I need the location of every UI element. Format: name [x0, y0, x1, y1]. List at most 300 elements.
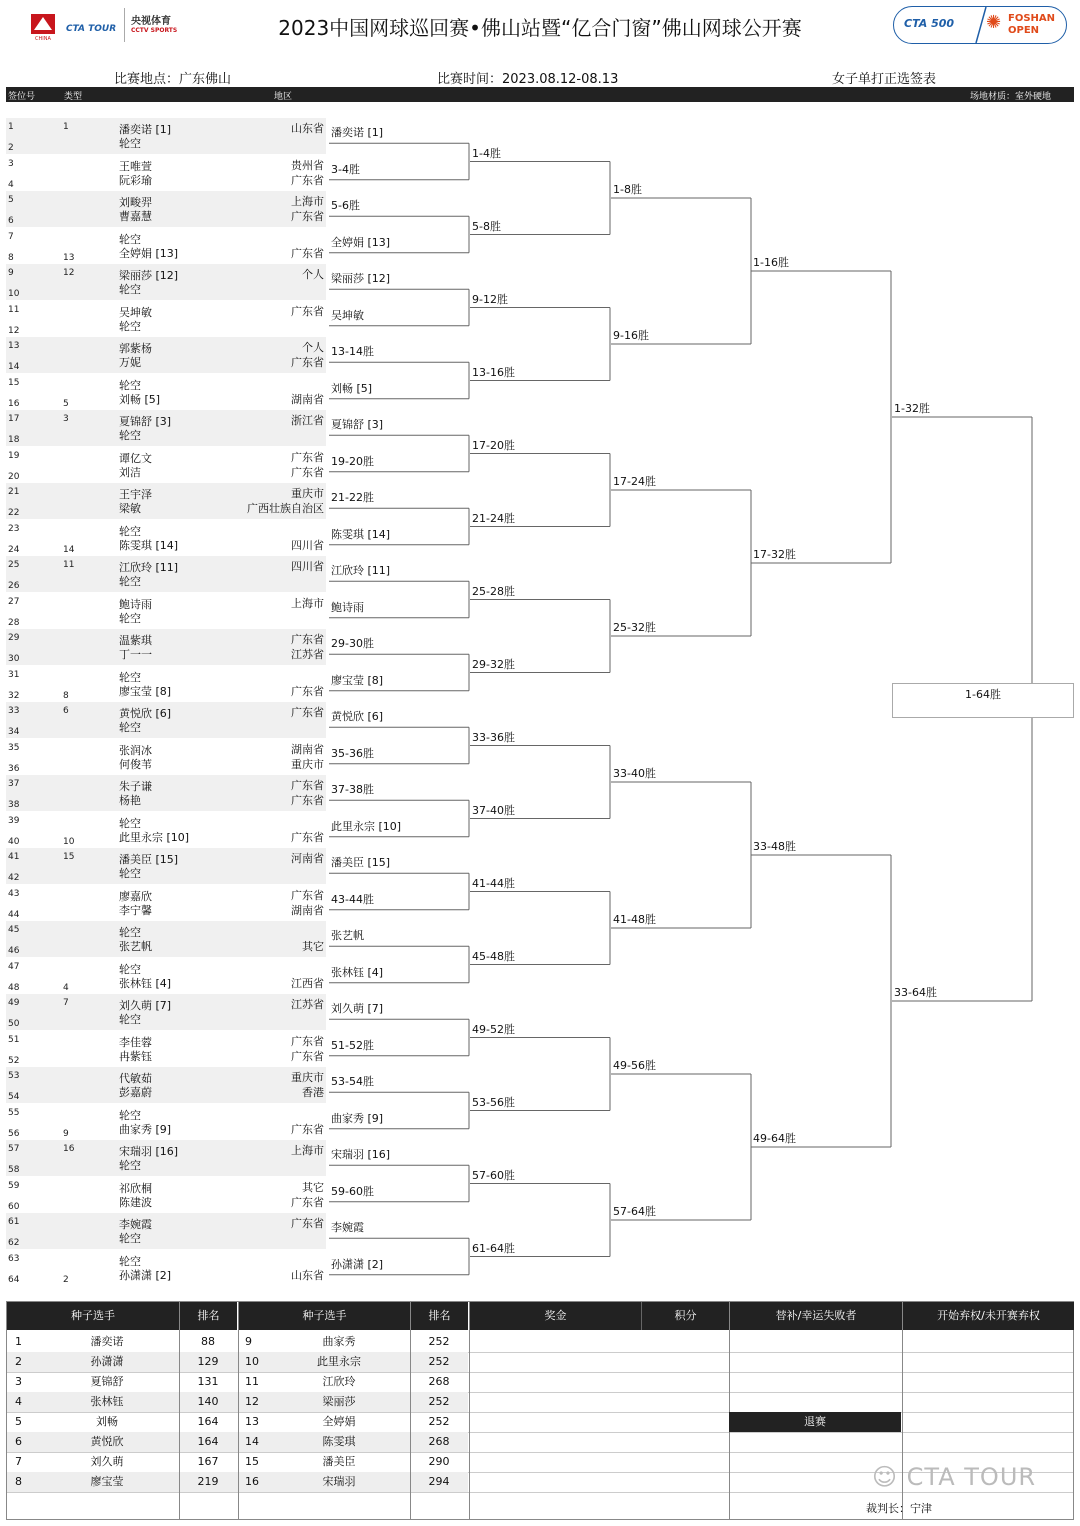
seed-name: 潘奕诺 [90, 1335, 124, 1348]
seed-number: 15 [245, 1455, 259, 1468]
draw-player-region: 广东省 [291, 465, 324, 479]
draw-position: 25 [8, 560, 20, 570]
draw-seed: 7 [63, 998, 69, 1008]
draw-player-region: 江苏省 [291, 648, 324, 662]
watermark-text: CTA TOUR [906, 1463, 1037, 1491]
draw-position: 37 [8, 779, 20, 789]
draw-player-name: 轮空 [119, 1013, 141, 1027]
draw-player-name: 潘美臣 [15] [119, 853, 179, 866]
round-slot-label: 9-16胜 [613, 329, 649, 342]
draw-player-name: 代敏茹 [119, 1072, 152, 1085]
round-slot-label: 江欣玲 [11] [331, 564, 391, 578]
draw-player-region: 其它 [302, 940, 324, 954]
round-slot-label: 33-48胜 [753, 840, 796, 853]
draw-player-name: 朱子谦 [119, 780, 152, 793]
draw-player-name: 孙潇潇 [2] [119, 1268, 172, 1282]
seed-number: 3 [15, 1375, 22, 1388]
draw-position: 42 [8, 873, 20, 884]
seed-rank: 268 [428, 1375, 450, 1388]
round-slot-label: 37-40胜 [472, 803, 515, 817]
draw-player-name: 轮空 [119, 1254, 141, 1268]
seed-rank: 88 [201, 1335, 215, 1348]
draw-player-name: 轮空 [119, 611, 141, 625]
seed-number: 16 [245, 1475, 259, 1488]
draw-row-band [6, 1067, 326, 1103]
draw-position: 36 [8, 763, 20, 774]
draw-player-name: 轮空 [119, 575, 141, 589]
draw-player-name: 轮空 [119, 429, 141, 443]
draw-position: 44 [8, 909, 20, 920]
draw-seed: 13 [63, 252, 75, 263]
draw-position: 29 [8, 633, 20, 643]
round-slot-label: 17-20胜 [472, 438, 515, 452]
draw-position: 21 [8, 487, 20, 497]
draw-position: 10 [8, 289, 20, 300]
draw-position: 49 [8, 998, 20, 1008]
round-slot-label: 21-22胜 [331, 491, 374, 505]
draw-player-name: 刘畅 [5] [119, 392, 161, 406]
draw-position: 52 [8, 1055, 20, 1066]
round-slot-label: 鲍诗雨 [331, 600, 364, 614]
draw-player-region: 广东省 [291, 888, 324, 902]
draw-player-name: 祁欣桐 [119, 1181, 152, 1195]
seed-rank: 294 [428, 1475, 450, 1488]
seed-number: 5 [15, 1415, 22, 1428]
round-slot-label: 53-54胜 [331, 1075, 374, 1089]
draw-seed: 16 [63, 1144, 75, 1154]
draw-player-name: 李宁馨 [119, 903, 152, 917]
draw-player-name: 轮空 [119, 926, 141, 939]
draw-position: 59 [8, 1180, 20, 1191]
round-slot-label: 廖宝莹 [8] [331, 673, 384, 687]
round-slot-label: 曲家秀 [9] [331, 1111, 384, 1125]
seed-number: 7 [15, 1455, 22, 1468]
table-row-divider [7, 1492, 1073, 1493]
round-slot-label: 17-24胜 [613, 475, 656, 488]
draw-row-band [6, 191, 326, 227]
round-slot-label: 5-8胜 [472, 219, 501, 233]
foshan-logo-text: FOSHAN [1008, 13, 1056, 24]
draw-position: 7 [8, 231, 14, 242]
draw-row-band [6, 629, 326, 665]
seed-number: 9 [245, 1335, 252, 1348]
draw-player-region: 广东省 [291, 1122, 324, 1136]
round-slot-label: 梁丽莎 [12] [331, 272, 391, 286]
col-type: 类型 [64, 92, 83, 102]
draw-player-name: 江欣玲 [11] [119, 561, 179, 574]
round-slot-label: 49-64胜 [753, 1132, 796, 1145]
draw-player-name: 轮空 [119, 867, 141, 881]
round-slot-label: 49-52胜 [472, 1022, 515, 1036]
th-withdrawals: 开始弃权/未开赛弃权 [902, 1302, 1074, 1330]
round-slot-label: 李婉霞 [331, 1221, 364, 1235]
seed-number: 8 [15, 1475, 22, 1488]
th-alternates: 替补/幸运失败者 [729, 1302, 902, 1330]
seed-number: 13 [245, 1415, 259, 1428]
draw-position: 12 [8, 325, 20, 336]
draw-position: 39 [8, 815, 20, 826]
round-slot-label: 夏锦舒 [3] [331, 418, 384, 432]
round-slot-label: 53-56胜 [472, 1095, 515, 1109]
draw-player-region: 广东省 [291, 684, 324, 698]
seed-rank: 252 [428, 1415, 450, 1428]
draw-player-region: 湖南省 [291, 392, 324, 406]
seed-rank: 252 [428, 1355, 450, 1368]
draw-position: 16 [8, 398, 20, 409]
round-slot-label: 29-30胜 [331, 637, 374, 651]
round-slot-label: 刘畅 [5] [331, 381, 373, 395]
column-header-bar [6, 87, 1074, 102]
draw-position: 17 [8, 414, 20, 424]
draw-position: 43 [8, 888, 20, 899]
draw-position: 11 [8, 304, 20, 315]
th-seed-left: 种子选手 [7, 1302, 179, 1330]
seed-number: 1 [15, 1335, 22, 1348]
draw-player-name: 轮空 [119, 1108, 141, 1122]
draw-player-name: 杨艳 [119, 794, 141, 808]
draw-row-band [6, 775, 326, 811]
round-slot-label: 5-6胜 [331, 199, 360, 213]
draw-seed: 10 [63, 836, 75, 847]
draw-position: 1 [8, 122, 14, 132]
seed-number: 14 [245, 1435, 259, 1448]
dates-label: 比赛时间：2023.08.12-08.13 [437, 72, 619, 87]
round-slot-label: 59-60胜 [331, 1184, 374, 1198]
cctv-sports-cn: 央视体育 [131, 16, 171, 27]
draw-position: 40 [8, 836, 20, 847]
cctv-sports-logo [124, 8, 194, 42]
open-logo-text: OPEN [1008, 25, 1040, 36]
draw-position: 14 [8, 362, 20, 373]
draw-position: 4 [8, 179, 14, 190]
draw-player-region: 江苏省 [291, 998, 324, 1011]
draw-player-name: 何俊苇 [119, 757, 152, 771]
seed-name: 刘畅 [96, 1415, 118, 1428]
round-slot-label: 43-44胜 [331, 892, 374, 906]
round-slot-label: 13-16胜 [472, 365, 515, 379]
china-tennis-logo [28, 8, 58, 42]
draw-player-region: 上海市 [291, 596, 324, 610]
draw-player-name: 全婷娟 [13] [119, 246, 179, 260]
round-slot-label: 19-20胜 [331, 454, 374, 468]
withdraw-label: 退赛 [729, 1412, 901, 1432]
referee-label: 裁判长：宁津 [866, 1502, 932, 1515]
table-col-divider [238, 1302, 239, 1519]
round-slot-label: 33-36胜 [472, 730, 515, 744]
draw-player-name: 轮空 [119, 319, 141, 333]
col-region: 地区 [274, 92, 293, 102]
draw-player-region: 广东省 [291, 246, 324, 260]
draw-position: 45 [8, 925, 20, 935]
seed-name: 廖宝莹 [90, 1475, 124, 1488]
seed-name: 全婷娟 [322, 1415, 356, 1428]
draw-player-region: 四川省 [291, 560, 324, 573]
draw-seed: 2 [63, 1274, 69, 1285]
draw-position: 60 [8, 1201, 20, 1212]
draw-position: 2 [8, 143, 14, 154]
draw-position: 5 [8, 195, 14, 205]
draw-player-name: 廖嘉欣 [119, 889, 152, 903]
draw-player-region: 重庆市 [291, 757, 324, 771]
draw-player-name: 夏锦舒 [3] [119, 415, 172, 428]
draw-player-name: 王唯萱 [119, 159, 152, 173]
round-slot-label: 61-64胜 [472, 1241, 515, 1255]
draw-player-region: 浙江省 [291, 414, 324, 427]
draw-player-name: 曲家秀 [9] [119, 1122, 172, 1136]
draw-player-region: 广东省 [291, 304, 324, 318]
draw-player-name: 彭嘉蔚 [119, 1086, 152, 1100]
draw-player-name: 刘洁 [119, 465, 141, 479]
draw-position: 62 [8, 1238, 20, 1249]
draw-player-region: 个人 [302, 268, 324, 281]
draw-position: 35 [8, 742, 20, 753]
draw-position: 15 [8, 377, 20, 388]
draw-position: 63 [8, 1253, 20, 1264]
round-slot-label: 宋瑞羽 [16] [331, 1148, 391, 1162]
draw-position: 18 [8, 435, 20, 446]
draw-position: 23 [8, 523, 20, 534]
draw-player-name: 轮空 [119, 670, 141, 684]
seed-name: 此里永宗 [317, 1355, 361, 1368]
draw-position: 56 [8, 1128, 20, 1139]
draw-position: 24 [8, 544, 20, 555]
draw-position: 61 [8, 1217, 20, 1227]
draw-player-region: 广东省 [291, 356, 324, 370]
seed-rank: 268 [428, 1435, 450, 1448]
draw-player-region: 广东省 [291, 633, 324, 646]
draw-player-region: 广东省 [291, 210, 324, 224]
draw-player-name: 潘奕诺 [1] [119, 123, 172, 136]
draw-player-region: 广东省 [291, 450, 324, 464]
draw-position: 55 [8, 1107, 20, 1118]
draw-position: 28 [8, 617, 20, 628]
draw-position: 26 [8, 581, 20, 592]
seed-rank: 131 [197, 1375, 219, 1388]
draw-player-name: 轮空 [119, 721, 141, 735]
draw-position: 51 [8, 1034, 20, 1045]
draw-player-name: 刘久萌 [7] [119, 999, 172, 1012]
draw-position: 31 [8, 669, 20, 680]
round-slot-label: 41-44胜 [472, 876, 515, 890]
draw-player-name: 轮空 [119, 378, 141, 392]
seed-number: 10 [245, 1355, 259, 1368]
round-slot-label: 25-28胜 [472, 584, 515, 598]
draw-player-name: 刘畯羿 [119, 196, 152, 209]
draw-position: 50 [8, 1019, 20, 1030]
draw-player-region: 重庆市 [291, 487, 324, 500]
wechat-icon: ☺ [872, 1463, 899, 1491]
draw-player-region: 广东省 [291, 706, 324, 719]
seed-name: 刘久萌 [90, 1455, 124, 1468]
draw-position: 9 [8, 268, 14, 278]
draw-player-region: 江西省 [291, 976, 324, 990]
round-slot-label: 33-40胜 [613, 767, 656, 780]
seed-name: 梁丽莎 [322, 1395, 356, 1408]
seed-rank: 164 [197, 1435, 219, 1448]
round-slot-label: 张艺帆 [331, 929, 364, 943]
seed-name: 黄悦欣 [90, 1435, 124, 1448]
seed-name: 宋瑞羽 [322, 1475, 356, 1488]
th-points: 积分 [641, 1302, 729, 1330]
th-rank-right: 排名 [410, 1302, 468, 1330]
draw-player-name: 轮空 [119, 232, 141, 246]
draw-player-region: 广西壮族自治区 [247, 502, 324, 516]
round-slot-label: 潘奕诺 [1] [331, 126, 384, 140]
draw-position: 20 [8, 471, 20, 482]
round-slot-label: 51-52胜 [331, 1038, 374, 1052]
seed-rank: 252 [428, 1335, 450, 1348]
draw-player-name: 陈建波 [119, 1195, 152, 1209]
draw-player-region: 广东省 [291, 830, 324, 844]
draw-player-name: 宋瑞羽 [16] [119, 1145, 179, 1158]
seed-name: 潘美臣 [322, 1455, 356, 1468]
draw-seed: 9 [63, 1128, 69, 1139]
seed-rank: 219 [197, 1475, 219, 1488]
draw-player-name: 曹嘉慧 [119, 210, 152, 224]
seed-number: 11 [245, 1375, 259, 1388]
draw-seed: 3 [63, 414, 69, 424]
draw-player-region: 上海市 [291, 195, 324, 208]
draw-player-name: 阮彩瑜 [119, 173, 152, 187]
venue-label: 比赛地点：广东佛山 [114, 72, 232, 87]
round-slot-label: 1-8胜 [613, 183, 642, 196]
cta500-foshan-open-logo [893, 6, 1067, 44]
draw-player-region: 四川省 [291, 538, 324, 552]
draw-row-band [6, 921, 326, 957]
draw-player-region: 湖南省 [291, 903, 324, 917]
draw-player-region: 河南省 [291, 852, 324, 865]
draw-position: 47 [8, 961, 20, 972]
draw-player-region: 广东省 [291, 794, 324, 808]
draw-position: 13 [8, 341, 20, 351]
draw-player-region: 广东省 [291, 1034, 324, 1048]
draw-seed: 5 [63, 398, 69, 409]
draw-position: 38 [8, 800, 20, 811]
round-slot-label: 孙潇潇 [2] [331, 1257, 384, 1271]
final-winner-box: 1-64胜 [892, 683, 1074, 718]
draw-player-name: 黄悦欣 [6] [119, 707, 172, 720]
draw-player-region: 上海市 [291, 1144, 324, 1157]
round-slot-label: 吴坤敏 [331, 308, 364, 322]
cta-tour-logo-text: CTA TOUR [66, 24, 117, 34]
draw-position: 48 [8, 982, 20, 993]
draw-player-region: 贵州省 [291, 158, 324, 172]
page-title: 2023中国网球巡回赛•佛山站暨“亿合门窗”佛山网球公开赛 [278, 16, 802, 40]
draw-player-name: 张润冰 [119, 743, 152, 757]
draw-player-name: 冉紫钰 [119, 1049, 152, 1063]
draw-player-region: 广东省 [291, 1049, 324, 1063]
round-slot-label: 全婷娟 [13] [331, 235, 391, 249]
china-logo-text: CHINA [35, 36, 51, 42]
draw-row-band [6, 1213, 326, 1249]
draw-player-name: 李佳蓉 [119, 1035, 152, 1049]
draw-player-name: 王宇泽 [119, 488, 152, 501]
seed-name: 张林钰 [90, 1395, 124, 1408]
th-rank-left: 排名 [179, 1302, 237, 1330]
round-slot-label: 33-64胜 [894, 986, 937, 999]
seed-rank: 164 [197, 1415, 219, 1428]
round-slot-label: 17-32胜 [753, 548, 796, 561]
round-slot-label: 13-14胜 [331, 345, 374, 359]
round-slot-label: 刘久萌 [7] [331, 1002, 384, 1016]
table-col-divider [410, 1302, 411, 1519]
table-col-divider [179, 1302, 180, 1519]
draw-player-name: 陈雯琪 [14] [119, 538, 179, 552]
round-slot-label: 41-48胜 [613, 913, 656, 926]
draw-position: 57 [8, 1144, 20, 1154]
draw-row-band [6, 337, 326, 373]
cctv-sports-en: CCTV SPORTS [131, 27, 178, 34]
draw-seed: 1 [63, 122, 69, 132]
round-slot-label: 张林钰 [4] [331, 965, 384, 979]
draw-seed: 14 [63, 544, 75, 555]
draw-player-name: 轮空 [119, 283, 141, 297]
seed-name: 曲家秀 [322, 1335, 356, 1348]
draw-player-region: 香港 [302, 1086, 324, 1100]
draw-seed: 11 [63, 560, 75, 570]
draw-player-name: 轮空 [119, 1159, 141, 1173]
cta-tour-watermark [872, 1463, 1036, 1491]
draw-player-region: 山东省 [291, 1268, 324, 1282]
round-slot-label: 黄悦欣 [6] [331, 710, 384, 724]
draw-position: 54 [8, 1092, 20, 1103]
seed-rank: 167 [197, 1455, 219, 1468]
table-col-divider [729, 1302, 730, 1519]
draw-player-region: 广东省 [291, 1217, 324, 1230]
col-position: 签位号 [8, 92, 36, 102]
round-slot-label: 1-4胜 [472, 146, 501, 160]
draw-player-name: 张林钰 [4] [119, 976, 172, 990]
draw-player-region: 湖南省 [291, 742, 324, 756]
event-label: 女子单打正选签表 [832, 72, 937, 87]
draw-player-name: 吴坤敏 [119, 305, 152, 319]
round-slot-label: 49-56胜 [613, 1059, 656, 1072]
draw-position: 34 [8, 727, 20, 738]
cta-tour-logo [66, 8, 116, 42]
draw-player-name: 梁敏 [119, 502, 141, 516]
draw-player-region: 广东省 [291, 1195, 324, 1209]
draw-position: 64 [8, 1274, 20, 1285]
seed-name: 孙潇潇 [90, 1355, 124, 1368]
round-slot-label: 57-60胜 [472, 1168, 515, 1182]
round-slot-label: 21-24胜 [472, 511, 515, 525]
round-slot-label: 此里永宗 [10] [331, 819, 402, 833]
seed-rank: 140 [197, 1395, 219, 1408]
draw-player-name: 张艺帆 [119, 940, 152, 954]
draw-player-region: 广东省 [291, 173, 324, 187]
draw-player-name: 丁一一 [119, 648, 152, 662]
draw-position: 30 [8, 654, 20, 665]
draw-player-name: 廖宝莹 [8] [119, 684, 172, 698]
seed-rank: 129 [197, 1355, 219, 1368]
draw-player-name: 谭亿文 [119, 451, 152, 465]
round-slot-label: 35-36胜 [331, 746, 374, 760]
foshan-lion-icon: ✺ [986, 12, 1002, 33]
draw-player-region: 广东省 [291, 779, 324, 792]
draw-player-name: 轮空 [119, 816, 141, 830]
draw-player-region: 山东省 [291, 122, 324, 135]
draw-player-name: 万妮 [119, 356, 141, 370]
draw-player-region: 个人 [302, 341, 324, 354]
round-slot-label: 1-32胜 [894, 402, 930, 415]
draw-position: 8 [8, 252, 14, 263]
draw-seed: 4 [63, 982, 69, 993]
round-slot-label: 陈雯琪 [14] [331, 527, 391, 541]
seed-number: 4 [15, 1395, 22, 1408]
cta500-logo-text: CTA 500 [904, 17, 955, 30]
draw-player-region: 重庆市 [291, 1071, 324, 1084]
seed-rank: 252 [428, 1395, 450, 1408]
